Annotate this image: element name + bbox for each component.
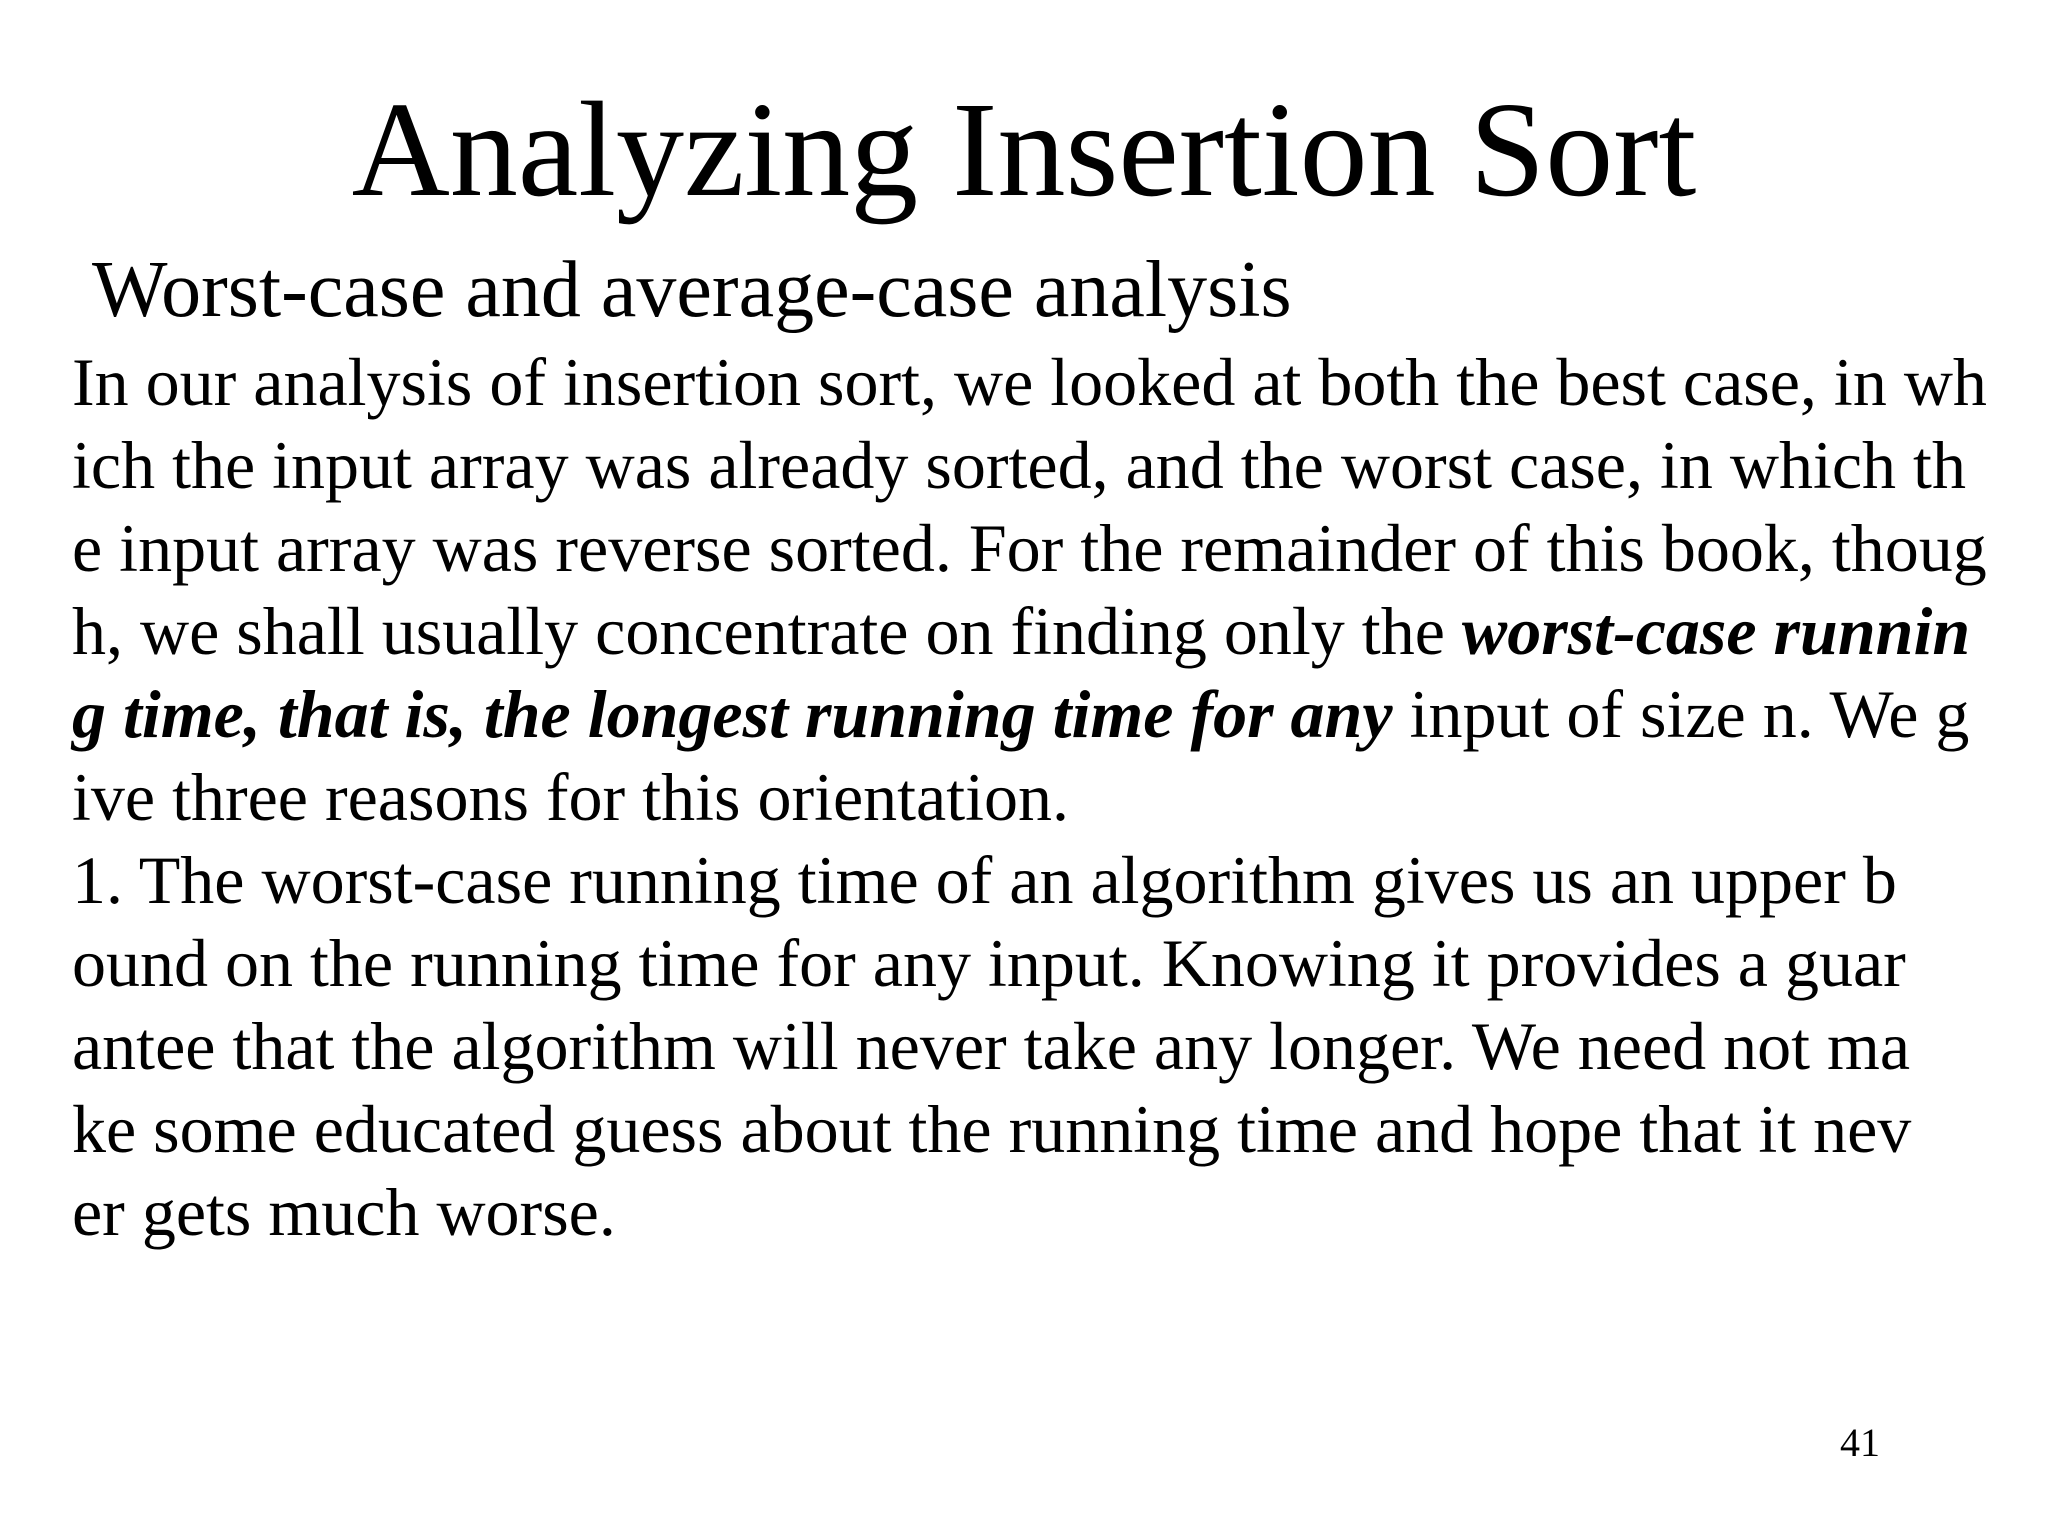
- text-line: [72, 589, 1970, 673]
- text-span: h, we shall usually concentrate on finding only the: [72, 593, 1462, 669]
- text-line: antee that the algorithm will never take any longer. We need not ma: [72, 1008, 1911, 1084]
- slide-title: Analyzing Insertion Sort: [351, 75, 1697, 225]
- text-line: ound on the running time for any input. Knowing it provides a guar: [72, 925, 1906, 1001]
- text-line: er gets much worse.: [72, 1174, 616, 1250]
- page-number: 41: [1840, 1420, 1880, 1465]
- text-line: In our analysis of insertion sort, we looked at both the best case, in wh: [72, 344, 1987, 420]
- text-span: input of size n. We g: [1392, 676, 1970, 752]
- slide-subtitle: Worst-case and average-case analysis: [92, 246, 1292, 334]
- text-line: ich the input array was already sorted, and the worst case, in which th: [72, 427, 1966, 503]
- text-line: 1. The worst-case running time of an algorithm gives us an upper b: [72, 842, 1897, 918]
- emphasis-text: g time, that is, the longest running time for any: [72, 676, 1393, 752]
- text-line: ive three reasons for this orientation.: [72, 759, 1070, 835]
- text-line: [72, 672, 1969, 756]
- text-line: ke some educated guess about the running time and hope that it nev: [72, 1091, 1912, 1167]
- text-line: e input array was reverse sorted. For the remainder of this book, thoug: [72, 510, 1987, 586]
- emphasis-text: worst-case runnin: [1461, 593, 1971, 669]
